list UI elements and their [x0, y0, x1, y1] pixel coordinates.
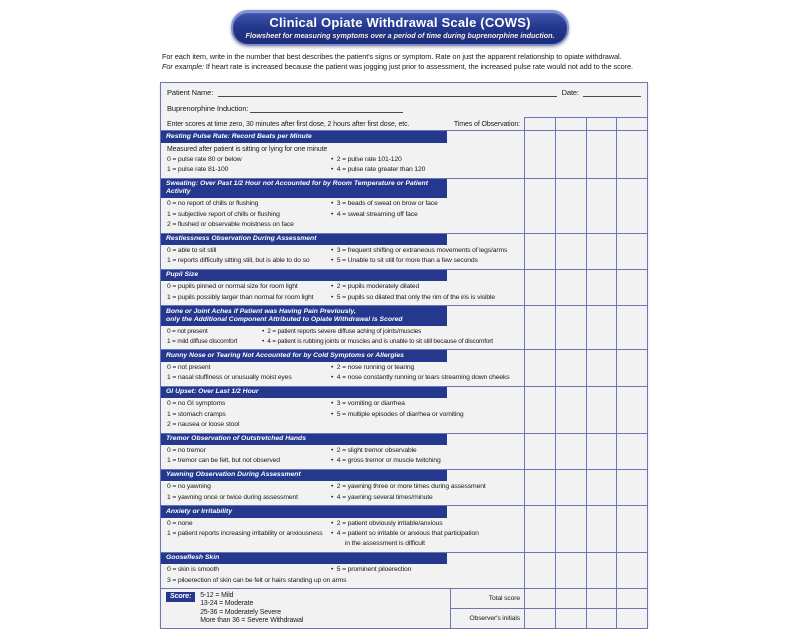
- induction-field[interactable]: [250, 104, 403, 113]
- section-header-line: Runny Nose or Tearing Not Accounted for by Cold Symptoms or Allergies: [166, 351, 404, 359]
- observation-cell[interactable]: [524, 234, 555, 269]
- score-option-row: [161, 493, 524, 503]
- instructions-line2: For example: If heart rate is increased because the patient was jogging just prior to assessment, the increased pulse rate would not add to the score.: [162, 61, 634, 71]
- observation-cell[interactable]: [586, 609, 617, 628]
- section-cells: [524, 506, 647, 552]
- observation-cell[interactable]: [524, 179, 555, 233]
- form-title: Clinical Opiate Withdrawal Scale (COWS): [269, 15, 531, 30]
- observation-cell[interactable]: [586, 270, 617, 305]
- observation-cell[interactable]: [555, 553, 586, 588]
- observation-cell[interactable]: [524, 506, 555, 552]
- observation-cell[interactable]: [555, 434, 586, 469]
- observation-cell[interactable]: [524, 553, 555, 588]
- observation-cell[interactable]: [586, 179, 617, 233]
- observation-cell[interactable]: [524, 118, 555, 130]
- score-option-right: • 5 = multiple episodes of diarrhea or vomiting: [331, 410, 464, 418]
- score-option-left: 0 = none: [167, 519, 193, 527]
- score-ranges: [195, 592, 303, 625]
- instructions: [162, 52, 650, 71]
- score-option-left: 2 = nausea or loose stool: [167, 421, 240, 429]
- score-option-row: [161, 446, 524, 456]
- section-cells: [524, 234, 647, 269]
- patient-name-label: Patient Name:: [167, 88, 214, 97]
- observation-cell[interactable]: [524, 350, 555, 385]
- observation-cell[interactable]: [616, 609, 647, 628]
- score-option-right: • 2 = patient reports severe diffuse aching of joints/muscles: [262, 327, 422, 335]
- section-header: [161, 179, 447, 199]
- section-header-line: Restlessness Observation During Assessment: [166, 235, 317, 243]
- score-option-left: 0 = pulse rate 80 or below: [167, 156, 242, 163]
- observation-cell[interactable]: [616, 131, 647, 178]
- observation-cell[interactable]: [524, 270, 555, 305]
- score-option-row: [161, 337, 524, 347]
- score-option-row: [161, 246, 524, 256]
- total-score-cells: [524, 589, 647, 608]
- section-header: [161, 131, 447, 143]
- observation-cell[interactable]: [586, 118, 617, 130]
- section-header-line: Resting Pulse Rate: Record Beats per Minute: [166, 132, 312, 140]
- score-option-right: • 4 = nose constantly running or tears streaming down cheeks: [331, 374, 510, 382]
- section-cells: [524, 387, 647, 433]
- score-option-left: 0 = no report of chills or flushing: [167, 200, 259, 208]
- score-option-row: [161, 363, 524, 373]
- form-section: [161, 553, 647, 589]
- observer-initials-label: Observer's initials: [469, 615, 520, 623]
- observation-cell[interactable]: [524, 306, 555, 349]
- score-option-left: 0 = pupils pinned or normal size for room light: [167, 283, 298, 291]
- times-of-observation-label: Times of Observation:: [453, 121, 520, 128]
- score-option-left: 1 = mild diffuse discomfort: [167, 338, 238, 346]
- enter-scores-text: Enter scores at time zero, 30 minutes after first dose, 2 hours after first dose, etc.: [167, 121, 410, 128]
- observation-cell[interactable]: [555, 609, 586, 628]
- observation-cell[interactable]: [524, 387, 555, 433]
- score-option-left: 1 = stomach cramps: [167, 410, 226, 418]
- observation-cell[interactable]: [586, 350, 617, 385]
- observation-cell[interactable]: [555, 589, 586, 608]
- observation-cell[interactable]: [555, 470, 586, 505]
- score-option-right: • 4 = gross tremor or muscle twitching: [331, 457, 441, 465]
- score-range-line: More than 36 = Severe Withdrawal: [200, 617, 304, 625]
- score-option-row: [161, 210, 524, 220]
- score-option-left: 0 = not present: [167, 327, 208, 335]
- score-option-left: 1 = subjective report of chills or flushing: [167, 210, 280, 218]
- score-option-row: [161, 220, 524, 230]
- score-option-left: 1 = pulse rate 81-100: [167, 166, 229, 174]
- observation-cell[interactable]: [616, 118, 647, 130]
- score-option-row: [161, 199, 524, 209]
- score-option-left: 0 = no yawning: [167, 483, 211, 491]
- score-option-right: • 3 = beads of sweat on brow or face: [331, 200, 438, 208]
- section-header: [161, 553, 447, 565]
- observation-cell[interactable]: [616, 387, 647, 433]
- section-header-line: Yawning Observation During Assessment: [166, 471, 301, 479]
- observation-cell[interactable]: [586, 306, 617, 349]
- score-option-left: 1 = patient reports increasing irritability or anxiousness: [167, 530, 323, 538]
- observer-initials-cells: [524, 609, 647, 628]
- score-option-right: • 2 = pupils moderately dilated: [331, 283, 420, 291]
- score-option-row: [161, 165, 524, 175]
- section-cells: [524, 270, 647, 305]
- section-header: [161, 234, 447, 246]
- score-option-right: • 5 = Unable to sit still for more than a few seconds: [331, 257, 478, 265]
- observation-cell[interactable]: [616, 234, 647, 269]
- form-section: [161, 434, 647, 470]
- observation-cell[interactable]: [524, 131, 555, 178]
- section-header: [161, 470, 447, 482]
- score-option-row: [161, 420, 524, 430]
- section-cells: [524, 434, 647, 469]
- observation-cell[interactable]: [555, 131, 586, 178]
- observation-cell[interactable]: [616, 350, 647, 385]
- form-section: [161, 234, 647, 270]
- section-header: [161, 306, 447, 326]
- form-section: [161, 387, 647, 434]
- observation-cell[interactable]: [616, 306, 647, 349]
- score-option-row: [161, 519, 524, 529]
- observation-cell[interactable]: [616, 434, 647, 469]
- section-cells: [524, 350, 647, 385]
- score-option-right: • 3 = vomiting or diarrhea: [331, 400, 405, 408]
- observation-cell[interactable]: [616, 589, 647, 608]
- score-range-line: 5-12 = Mild: [200, 592, 234, 600]
- observation-cell[interactable]: [555, 118, 586, 130]
- section-header-line: Tremor Observation of Outstretched Hands: [166, 435, 306, 442]
- score-option-right: • 2 = slight tremor observable: [331, 447, 417, 454]
- score-option-left: [167, 539, 331, 549]
- score-legend: [161, 589, 451, 628]
- score-option-right: • 4 = patient so irritable or anxious that participation: [331, 530, 479, 538]
- observation-cell[interactable]: [524, 609, 555, 628]
- section-note: Measured after patient is sitting or lying for one minute: [167, 146, 328, 153]
- form-section: [161, 306, 647, 350]
- score-option-row: [161, 565, 524, 575]
- score-range-line: 25-36 = Moderately Severe: [200, 608, 281, 616]
- times-of-observation-row: [161, 117, 647, 131]
- score-option-left: 1 = yawning once or twice during assessment: [167, 493, 298, 501]
- observer-initials-row: [451, 608, 647, 628]
- score-option-right: • 5 = pupils so dilated that only the rim of the iris is visible: [331, 293, 495, 301]
- date-label: Date:: [561, 88, 579, 97]
- section-header: [161, 350, 447, 362]
- patient-name-field[interactable]: [218, 88, 556, 97]
- score-option-left: 2 = flushed or observable moistness on face: [167, 221, 294, 229]
- observation-cell[interactable]: [524, 434, 555, 469]
- score-option-left: 0 = no tremor: [167, 447, 206, 454]
- score-option-left: 1 = nasal stuffiness or unusually moist eyes: [167, 374, 292, 382]
- section-header: [161, 506, 447, 518]
- times-cells: [524, 117, 647, 130]
- score-option-row: [161, 399, 524, 409]
- observation-cell[interactable]: [555, 506, 586, 552]
- form-section: [161, 506, 647, 553]
- induction-label: Buprenorphine Induction:: [167, 104, 249, 113]
- for-example-label: For example:: [162, 61, 204, 71]
- section-cells: [524, 131, 647, 178]
- observation-cell[interactable]: [586, 470, 617, 505]
- score-option-right: • 4 = sweat streaming off face: [331, 210, 418, 218]
- score-label: Score:: [166, 592, 195, 602]
- score-option-row: [161, 282, 524, 292]
- section-header-line: Bone or Joint Aches if Patient was Having Pain Previously,: [166, 307, 356, 315]
- score-option-row: [161, 482, 524, 492]
- form-section: [161, 131, 647, 179]
- observation-cell[interactable]: [586, 434, 617, 469]
- section-header-line: Gooseflesh Skin: [166, 554, 220, 562]
- observation-cell[interactable]: [616, 470, 647, 505]
- score-row: [161, 589, 647, 628]
- form-section: [161, 350, 647, 386]
- score-option-right: • 2 = yawning three or more times during assessment: [331, 483, 486, 491]
- score-option-left: 0 = no GI symptoms: [167, 400, 226, 408]
- score-option-right: • 4 = pulse rate greater than 120: [331, 166, 426, 174]
- total-score-label: Total score: [488, 595, 520, 603]
- score-option-left: 1 = pupils possibly larger than normal for room light: [167, 293, 314, 301]
- section-header: [161, 434, 447, 446]
- observation-cell[interactable]: [555, 270, 586, 305]
- form-section: [161, 179, 647, 234]
- title-badge: [231, 10, 569, 46]
- section-cells: [524, 306, 647, 349]
- form-section: [161, 270, 647, 306]
- sections-container: [161, 131, 647, 589]
- score-option-left: 3 = piloerection of skin can be felt or hairs standing up on arms: [167, 576, 347, 584]
- observation-cell[interactable]: [555, 179, 586, 233]
- observation-cell[interactable]: [555, 350, 586, 385]
- observation-cell[interactable]: [555, 387, 586, 433]
- date-field[interactable]: [583, 88, 641, 97]
- score-option-left: 0 = skin is smooth: [167, 566, 219, 574]
- section-header: [161, 270, 447, 282]
- observation-cell[interactable]: [586, 553, 617, 588]
- score-option-right: • 2 = patient obviously irritable/anxious: [331, 519, 443, 527]
- section-header-line: GI Upset: Over Last 1/2 Hour: [166, 388, 259, 396]
- score-option-row: [161, 529, 524, 539]
- score-option-row: [161, 155, 524, 165]
- induction-row: [161, 100, 647, 117]
- score-option-row: [161, 410, 524, 420]
- cows-form: [160, 82, 648, 629]
- score-range-line: 13-24 = Moderate: [200, 600, 254, 608]
- score-option-row: [161, 373, 524, 383]
- observation-cell[interactable]: [586, 234, 617, 269]
- section-header-line: Anxiety or Irritability: [166, 507, 233, 515]
- score-option-row: [161, 293, 524, 303]
- section-header: [161, 387, 447, 399]
- score-option-right: • 2 = nose running or tearing: [331, 363, 415, 371]
- observation-cell[interactable]: [616, 506, 647, 552]
- score-option-right: • 4 = yawning several times/minute: [331, 493, 433, 501]
- section-header-line: Sweating: Over Past 1/2 Hour not Accounted for by Room Temperature or Patient Activity: [166, 180, 428, 196]
- score-option-left: 0 = able to sit still: [167, 247, 217, 255]
- patient-row: [161, 83, 647, 100]
- observation-cell[interactable]: [586, 506, 617, 552]
- instructions-line1: For each item, write in the number that best describes the patient's signs or symptom. Rate on just the apparent relationship to opiate withdrawal.: [162, 52, 622, 61]
- score-option-row: [161, 327, 524, 337]
- section-cells: [524, 179, 647, 233]
- score-option-right: • 2 = pulse rate 101-120: [331, 156, 402, 163]
- observation-cell[interactable]: [555, 234, 586, 269]
- section-cells: [524, 553, 647, 588]
- observation-cell[interactable]: [616, 179, 647, 233]
- observation-cell[interactable]: [524, 470, 555, 505]
- observation-cell[interactable]: [616, 553, 647, 588]
- section-cells: [524, 470, 647, 505]
- score-option-left: 1 = reports difficulty sitting still, but is able to do so: [167, 257, 310, 265]
- score-option-right: • 3 = frequent shifting or extraneous movements of legs/arms: [331, 247, 508, 255]
- score-option-row: [161, 539, 524, 549]
- score-option-left: 0 = not present: [167, 363, 211, 371]
- form-section: [161, 470, 647, 506]
- score-option-right: in the assessment is difficult: [331, 540, 425, 548]
- score-option-right: • 4 = patient is rubbing joints or muscles and is unable to sit still because of discomfort: [262, 338, 493, 346]
- score-option-left: 1 = tremor can be felt, but not observed: [167, 457, 280, 465]
- score-option-row: [161, 576, 524, 586]
- score-option-row: [161, 456, 524, 466]
- section-header-line: only the Additional Component Attributed to Opiate Withdrawal is Scored: [166, 315, 403, 323]
- observation-cell[interactable]: [586, 387, 617, 433]
- total-score-row: [451, 589, 647, 608]
- form-subtitle: Flowsheet for measuring symptoms over a period of time during buprenorphine induction.: [245, 31, 555, 40]
- section-header-line: Pupil Size: [166, 271, 199, 279]
- observation-cell[interactable]: [586, 589, 617, 608]
- observation-cell[interactable]: [616, 270, 647, 305]
- observation-cell[interactable]: [555, 306, 586, 349]
- score-option-row: [161, 256, 524, 266]
- observation-cell[interactable]: [524, 589, 555, 608]
- observation-cell[interactable]: [586, 131, 617, 178]
- score-option-right: • 5 = prominent piloerection: [331, 566, 412, 574]
